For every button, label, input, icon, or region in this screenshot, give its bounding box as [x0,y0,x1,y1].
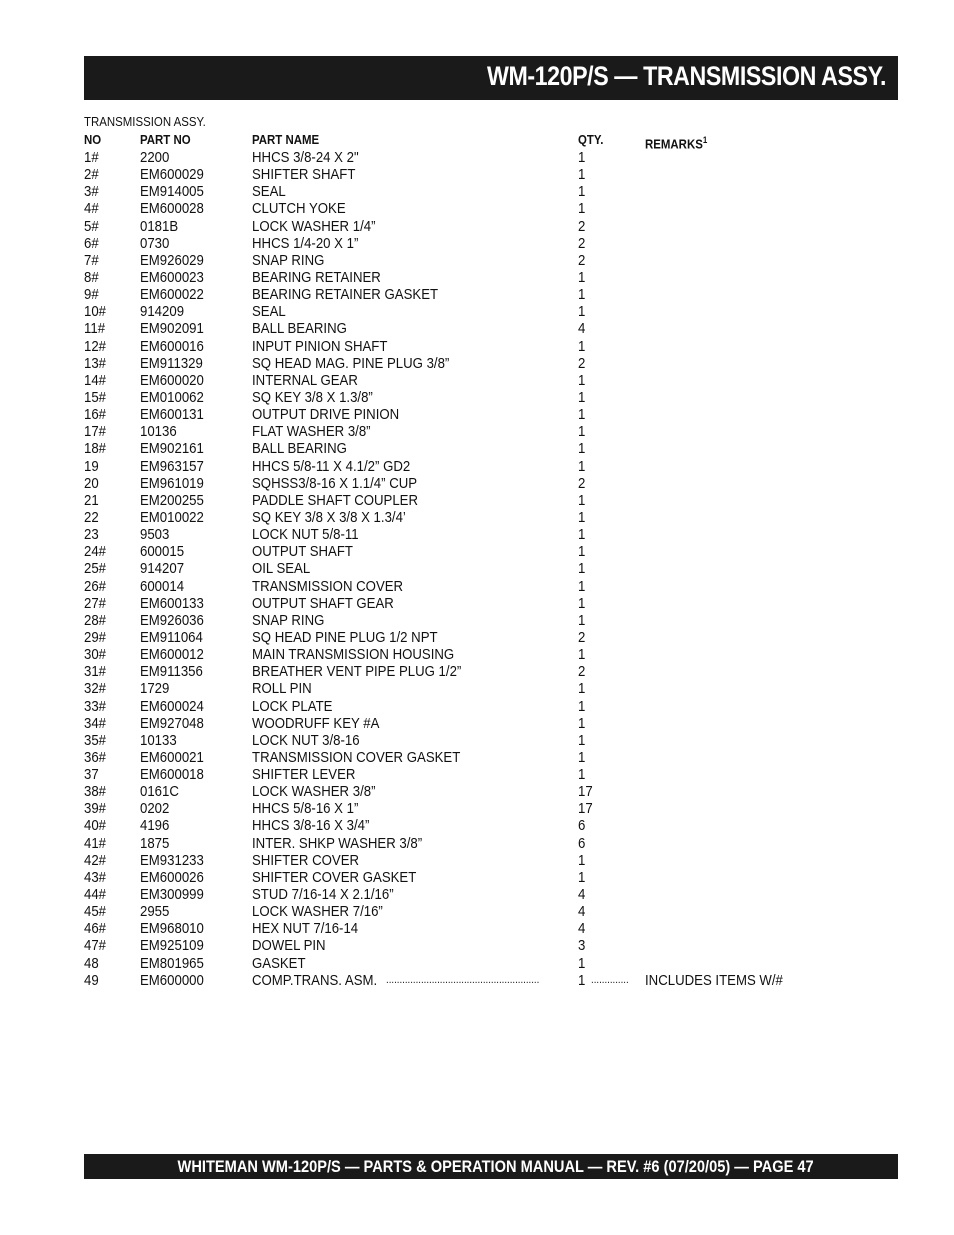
cell-no: 11# [84,320,106,338]
cell-qty: 4 [578,903,586,921]
cell-no: 26# [84,577,107,595]
cell-part-no: 10136 [140,423,177,441]
cell-remarks: INCLUDES ITEMS W/# [645,971,783,989]
remarks-label: REMARKS [645,136,703,152]
cell-no: 27# [84,594,107,612]
cell-no: 1# [84,149,99,166]
table-row [84,680,844,697]
table-row [84,355,844,372]
cell-part-name: LOCK WASHER 1/4” [252,217,376,235]
cell-qty: 4 [578,320,586,338]
cell-part-no: EM926029 [140,251,204,269]
cell-part-name: HHCS 3/8-16 X 3/4” [252,817,370,835]
cell-part-no: EM600022 [140,286,204,304]
table-row [84,629,844,646]
cell-qty: 1 [578,851,586,869]
table-row [84,183,844,200]
cell-part-name: SNAP RING [252,611,325,629]
cell-no: 46# [84,920,107,938]
cell-qty: 2 [578,251,586,269]
cell-part-name: ROLL PIN [252,680,312,698]
cell-part-name: SHIFTER LEVER [252,766,356,784]
cell-part-name: OUTPUT SHAFT GEAR [252,594,394,612]
cell-qty: 1 [578,183,586,201]
table-row [84,406,844,423]
table-row [84,783,844,800]
cell-qty: 1 [578,423,586,441]
cell-part-name: SQ KEY 3/8 X 1.3/8” [252,388,373,406]
table-row [84,492,844,509]
cell-part-no: 4196 [140,817,170,835]
cell-part-name: BEARING RETAINER GASKET [252,286,439,304]
cell-part-name: INPUT PINION SHAFT [252,337,388,355]
table-row [84,252,844,269]
table-row [84,389,844,406]
cell-qty: 1 [578,560,586,578]
cell-part-name: TRANSMISSION COVER [252,577,404,595]
cell-part-no: EM801965 [140,954,204,972]
table-row [84,852,844,869]
table-row [84,972,844,989]
cell-part-no: 9503 [140,526,170,544]
cell-part-name: SHIFTER COVER GASKET [252,868,417,886]
table-row [84,869,844,886]
table-row [84,560,844,577]
page-header-bar [84,56,898,100]
cell-part-name: OUTPUT SHAFT [252,543,353,561]
cell-part-no: EM300999 [140,886,204,904]
cell-qty: 2 [578,474,586,492]
cell-part-name: DOWEL PIN [252,937,326,955]
cell-no: 23 [84,526,99,544]
table-row [84,612,844,629]
column-header-qty: QTY. [578,132,604,147]
cell-part-no: EM927048 [140,714,204,732]
cell-qty: 1 [578,303,586,321]
cell-part-no: EM600026 [140,868,204,886]
parts-table [84,131,844,989]
cell-part-no: EM600131 [140,406,204,424]
cell-part-no: EM963157 [140,457,204,475]
cell-qty: 1 [578,543,586,561]
cell-qty: 1 [578,526,586,544]
cell-no: 28# [84,611,107,629]
cell-qty: 1 [578,406,586,424]
remarks-footnote: 1 [702,135,708,145]
cell-part-no: EM200255 [140,491,204,509]
table-row [84,578,844,595]
table-row [84,543,844,560]
cell-no: 25# [84,560,107,578]
cell-qty: 1 [578,954,586,972]
cell-no: 30# [84,646,107,664]
cell-qty: 1 [578,371,586,389]
remark-leader-dots: .............. [591,973,629,986]
cell-no: 43# [84,868,107,886]
table-row [84,235,844,252]
cell-part-name: LOCK NUT 5/8-11 [252,526,359,544]
cell-qty: 17 [578,800,593,818]
cell-part-no: EM911356 [140,663,203,681]
cell-part-no: EM902161 [140,440,204,458]
table-row [84,937,844,954]
cell-qty: 1 [578,388,586,406]
table-row [84,320,844,337]
cell-qty: 1 [578,268,586,286]
cell-part-name: HHCS 3/8-24 X 2" [252,149,359,166]
cell-part-no: EM911329 [140,354,203,372]
cell-part-no: EM925109 [140,937,204,955]
cell-part-name: INTER. SHKP WASHER 3/8” [252,834,423,852]
table-row [84,835,844,852]
cell-qty: 2 [578,354,586,372]
cell-qty: 1 [578,748,586,766]
cell-part-no: EM600000 [140,971,204,989]
table-row [84,526,844,543]
cell-part-no: 10133 [140,731,177,749]
page-footer-bar [84,1154,898,1179]
cell-no: 29# [84,628,107,646]
table-row [84,286,844,303]
cell-no: 22 [84,508,99,526]
cell-qty: 1 [578,611,586,629]
cell-qty: 1 [578,166,586,184]
cell-no: 48 [84,954,99,972]
table-row [84,303,844,320]
cell-no: 9# [84,286,99,304]
cell-no: 36# [84,748,107,766]
cell-no: 20 [84,474,99,492]
cell-part-name: GASKET [252,954,306,972]
cell-no: 12# [84,337,107,355]
table-row [84,955,844,972]
cell-qty: 1 [578,868,586,886]
cell-part-name: HHCS 5/8-16 X 1” [252,800,359,818]
cell-qty: 6 [578,817,586,835]
cell-qty: 1 [578,766,586,784]
cell-no: 31# [84,663,107,681]
cell-part-name: HEX NUT 7/16-14 [252,920,359,938]
cell-part-no: EM600023 [140,268,204,286]
page-title: WM-120P/S — TRANSMISSION ASSY. [486,61,886,91]
cell-part-no: EM010022 [140,508,204,526]
cell-no: 45# [84,903,107,921]
cell-no: 47# [84,937,107,955]
cell-no: 38# [84,783,107,801]
table-row [84,886,844,903]
cell-part-no: 0730 [140,234,170,252]
cell-qty: 2 [578,234,586,252]
cell-no: 8# [84,268,99,286]
table-row [84,338,844,355]
table-row [84,458,844,475]
cell-part-no: EM600020 [140,371,204,389]
cell-qty: 17 [578,783,593,801]
cell-qty: 1 [578,149,586,166]
cell-qty: 1 [578,971,586,989]
table-row [84,149,844,166]
cell-no: 3# [84,183,99,201]
cell-part-no: 1875 [140,834,170,852]
cell-qty: 2 [578,217,586,235]
cell-no: 41# [84,834,107,852]
cell-no: 15# [84,388,107,406]
cell-no: 32# [84,680,107,698]
cell-qty: 1 [578,286,586,304]
table-row [84,200,844,217]
column-header-no: NO [84,132,102,147]
cell-part-no: 2955 [140,903,170,921]
cell-qty: 1 [578,491,586,509]
cell-qty: 3 [578,937,586,955]
cell-part-name: LOCK NUT 3/8-16 [252,731,360,749]
cell-part-no: EM911064 [140,628,203,646]
cell-qty: 1 [578,337,586,355]
table-row [84,440,844,457]
table-row [84,372,844,389]
cell-qty: 4 [578,920,586,938]
cell-no: 14# [84,371,107,389]
table-row [84,269,844,286]
cell-part-name: CLUTCH YOKE [252,200,346,218]
cell-no: 16# [84,406,107,424]
cell-part-name: PADDLE SHAFT COUPLER [252,491,419,509]
cell-no: 39# [84,800,107,818]
cell-qty: 1 [578,508,586,526]
cell-no: 37 [84,766,99,784]
cell-part-name: OIL SEAL [252,560,311,578]
cell-qty: 2 [578,628,586,646]
cell-part-no: EM600016 [140,337,204,355]
table-row [84,663,844,680]
cell-qty: 1 [578,697,586,715]
cell-no: 49 [84,971,99,989]
cell-no: 44# [84,886,107,904]
cell-no: 34# [84,714,107,732]
cell-part-no: EM600021 [140,748,204,766]
cell-part-no: 0202 [140,800,170,818]
cell-part-no: 2200 [140,149,170,166]
section-label: TRANSMISSION ASSY. [84,114,206,129]
cell-part-name: OUTPUT DRIVE PINION [252,406,400,424]
cell-part-name: SEAL [252,183,286,201]
cell-no: 2# [84,166,99,184]
cell-no: 24# [84,543,107,561]
cell-qty: 1 [578,200,586,218]
table-row [84,800,844,817]
column-header-part-no: PART NO [140,132,191,147]
cell-part-no: 1729 [140,680,170,698]
cell-part-name: LOCK WASHER 3/8” [252,783,376,801]
cell-qty: 1 [578,731,586,749]
cell-part-no: EM914005 [140,183,204,201]
cell-part-no: 0181B [140,217,179,235]
table-row [84,903,844,920]
cell-qty: 1 [578,646,586,664]
cell-part-name: SHIFTER SHAFT [252,166,356,184]
leader-dots: ......................................................... [386,973,540,986]
table-row [84,166,844,183]
cell-qty: 1 [578,440,586,458]
cell-part-name: STUD 7/16-14 X 2.1/16” [252,886,394,904]
cell-no: 21 [84,491,99,509]
cell-qty: 1 [578,714,586,732]
table-body [84,149,844,989]
cell-part-name: INTERNAL GEAR [252,371,358,389]
cell-part-name: LOCK PLATE [252,697,333,715]
cell-no: 5# [84,217,99,235]
cell-part-name: SQHSS3/8-16 X 1.1/4” CUP [252,474,418,492]
table-row [84,509,844,526]
cell-part-no: 600015 [140,543,185,561]
table-row [84,475,844,492]
cell-no: 19 [84,457,99,475]
cell-part-no: 914209 [140,303,185,321]
table-row [84,766,844,783]
cell-no: 4# [84,200,99,218]
cell-part-no: EM968010 [140,920,204,938]
cell-no: 35# [84,731,107,749]
table-row [84,749,844,766]
cell-qty: 4 [578,886,586,904]
cell-part-name: SQ KEY 3/8 X 3/8 X 1.3/4’ [252,508,406,526]
cell-part-no: EM961019 [140,474,204,492]
cell-no: 17# [84,423,107,441]
cell-no: 10# [84,303,107,321]
cell-part-no: EM902091 [140,320,204,338]
table-row [84,595,844,612]
cell-part-no: 600014 [140,577,185,595]
table-row [84,218,844,235]
cell-part-name: BREATHER VENT PIPE PLUG 1/2” [252,663,462,681]
cell-qty: 1 [578,594,586,612]
table-row [84,423,844,440]
cell-part-name: BALL BEARING [252,320,347,338]
cell-part-name: SEAL [252,303,286,321]
table-row [84,646,844,663]
cell-part-no: EM931233 [140,851,204,869]
cell-part-no: EM600028 [140,200,204,218]
cell-part-name: HHCS 1/4-20 X 1” [252,234,359,252]
table-row [84,732,844,749]
cell-part-no: EM600024 [140,697,204,715]
cell-part-no: EM600029 [140,166,204,184]
column-header-part-name: PART NAME [252,132,320,147]
cell-no: 7# [84,251,99,269]
cell-part-no: EM600012 [140,646,204,664]
cell-part-name: TRANSMISSION COVER GASKET [252,748,461,766]
cell-part-name: HHCS 5/8-11 X 4.1/2” GD2 [252,457,411,475]
cell-qty: 6 [578,834,586,852]
cell-qty: 2 [578,663,586,681]
cell-part-name: SQ HEAD PINE PLUG 1/2 NPT [252,628,438,646]
cell-qty: 1 [578,680,586,698]
cell-part-no: EM926036 [140,611,204,629]
cell-part-name: SHIFTER COVER [252,851,360,869]
cell-part-no: EM600018 [140,766,204,784]
cell-qty: 1 [578,577,586,595]
cell-no: 42# [84,851,107,869]
table-row [84,715,844,732]
cell-part-name: BEARING RETAINER [252,268,381,286]
cell-part-name: BALL BEARING [252,440,347,458]
cell-no: 40# [84,817,107,835]
table-row [84,920,844,937]
footer-text: WHITEMAN WM-120P/S — PARTS & OPERATION MANUAL — REV. #6 (07/20/05) — PAGE 47 [177,1157,814,1176]
cell-part-no: 0161C [140,783,179,801]
cell-part-name: MAIN TRANSMISSION HOUSING [252,646,455,664]
cell-part-name: LOCK WASHER 7/16” [252,903,383,921]
cell-no: 18# [84,440,107,458]
cell-part-name: WOODRUFF KEY #A [252,714,380,732]
cell-part-name: SQ HEAD MAG. PINE PLUG 3/8” [252,354,450,372]
cell-part-name: FLAT WASHER 3/8” [252,423,371,441]
cell-part-name: SNAP RING [252,251,325,269]
table-header-row [84,131,844,152]
cell-part-no: EM010062 [140,388,204,406]
cell-no: 13# [84,354,107,372]
table-row [84,698,844,715]
cell-part-no: EM600133 [140,594,204,612]
cell-qty: 1 [578,457,586,475]
table-row [84,817,844,834]
cell-no: 33# [84,697,107,715]
cell-part-no: 914207 [140,560,185,578]
cell-no: 6# [84,234,99,252]
cell-part-name: COMP.TRANS. ASM. [252,971,378,989]
